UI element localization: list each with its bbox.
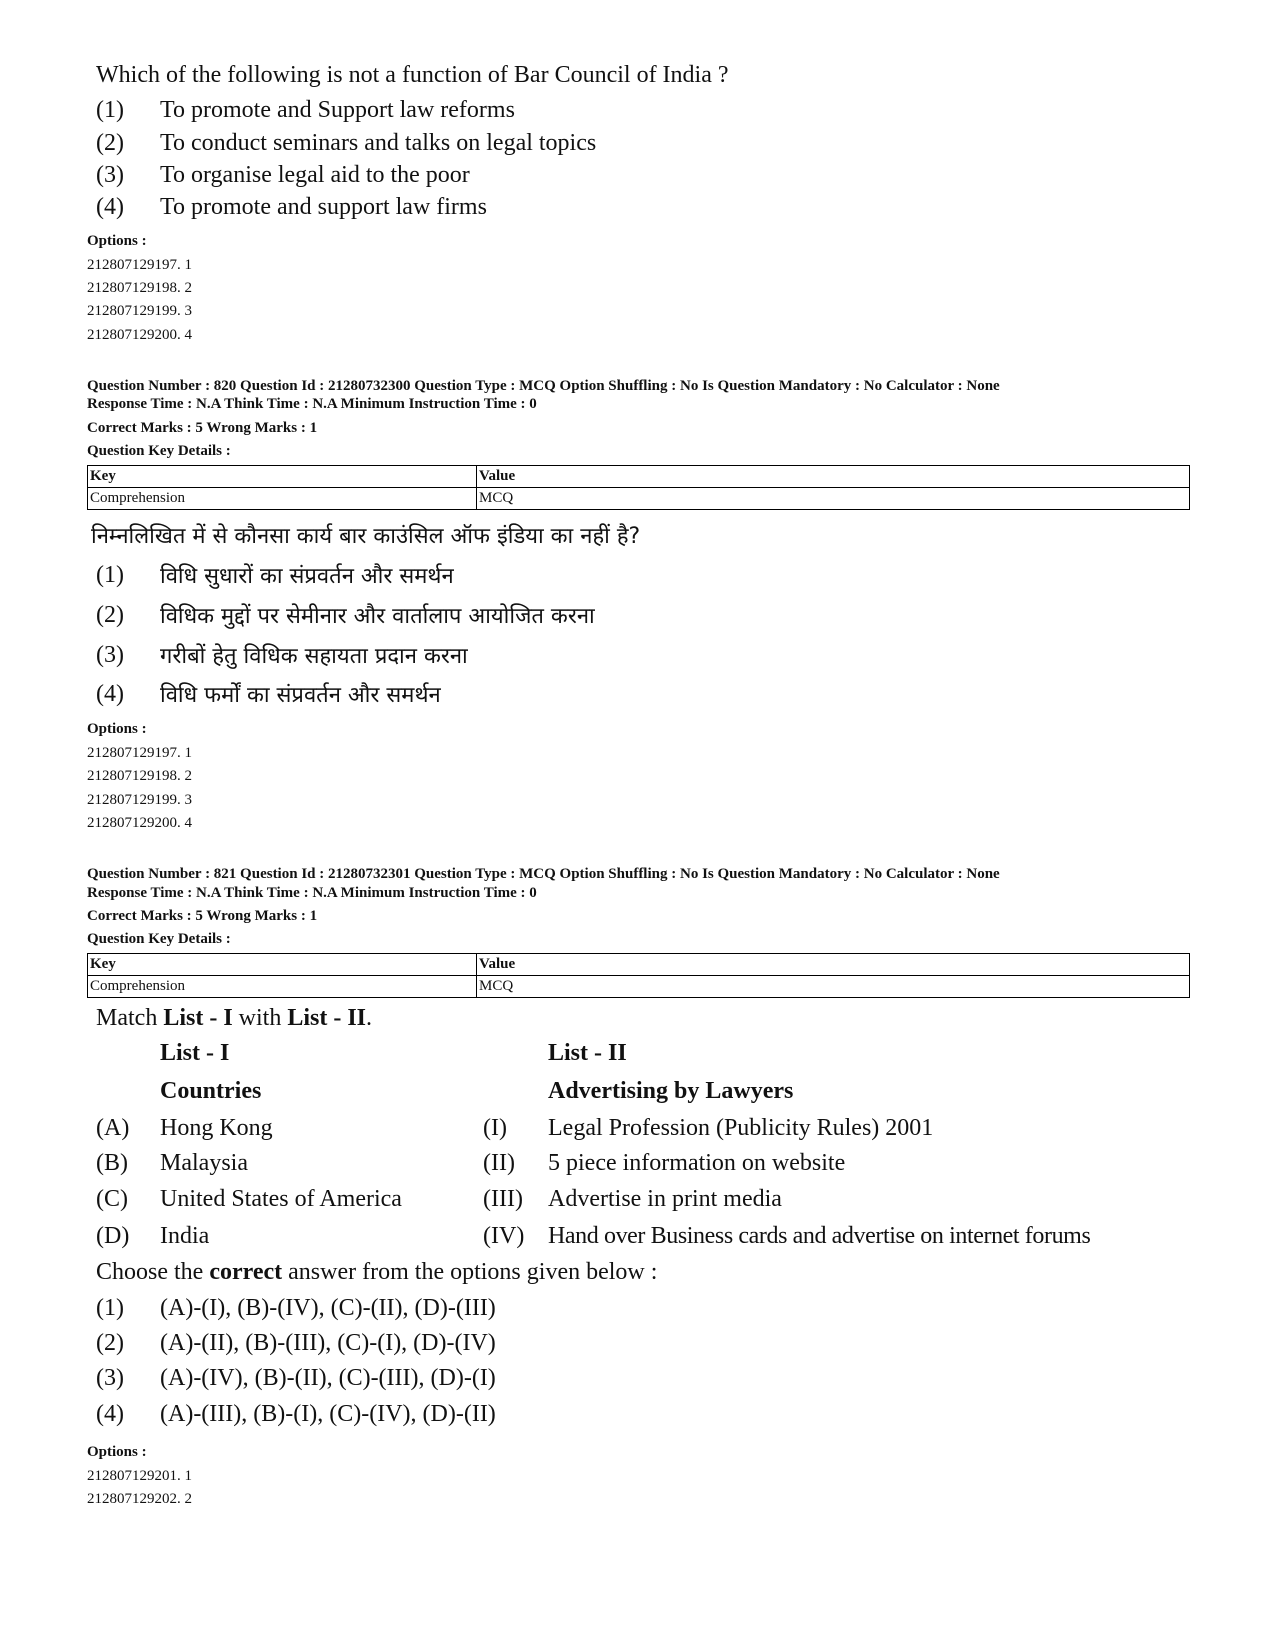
q820-meta-line1: Question Number : 820 Question Id : 21280732300 Question Type : MCQ Option Shuffling : No Is Question Mandatory : No Calculator : None	[87, 378, 1000, 394]
question-prefix: Match	[96, 1005, 164, 1031]
value-header: Value	[477, 954, 1190, 976]
q820-option-4	[0, 681, 900, 713]
q819-option-2	[0, 130, 800, 160]
q821-meta-line1: Question Number : 821 Question Id : 21280732301 Question Type : MCQ Option Shuffling : No Is Question Mandatory : No Calculator : None	[87, 866, 1000, 882]
row-advertising: Hand over Business cards and advertise on internet forums	[548, 1223, 1091, 1249]
option-number: (3)	[96, 162, 124, 188]
option-number: (1)	[96, 97, 124, 123]
option-number: (2)	[96, 602, 124, 628]
row-advertising: Advertise in print media	[548, 1186, 782, 1212]
q821-options-label: Options :	[87, 1444, 147, 1460]
q820-options-label: Options :	[87, 721, 147, 737]
q820-option-1	[0, 562, 900, 594]
option-number: (4)	[96, 681, 124, 707]
row-letter: (C)	[96, 1186, 128, 1212]
option-number: (4)	[96, 1401, 124, 1427]
q820-option-3	[0, 642, 900, 674]
q820-option-id-4: 212807129200. 4	[87, 815, 192, 831]
q820-option-2	[0, 602, 900, 634]
q821-option-4	[0, 1401, 800, 1433]
q821-key-table	[87, 953, 1190, 998]
value-cell: MCQ	[477, 488, 1190, 510]
q820-marks: Correct Marks : 5 Wrong Marks : 1	[87, 420, 318, 436]
q820-meta-line2: Response Time : N.A Think Time : N.A Minimum Instruction Time : 0	[87, 396, 537, 412]
q821-question-text	[96, 1005, 372, 1032]
value-header: Value	[477, 466, 1190, 488]
row-roman: (III)	[483, 1186, 523, 1212]
row-country: United States of America	[160, 1186, 402, 1212]
q819-question-text: Which of the following is not a function of Bar Council of India ?	[96, 62, 729, 88]
option-text: विधि फर्मों का संप्रवर्तन और समर्थन	[160, 683, 441, 708]
q821-option-id-1: 212807129201. 1	[87, 1468, 192, 1484]
option-text: गरीबों हेतु विधिक सहायता प्रदान करना	[160, 644, 468, 669]
option-text: To promote and Support law reforms	[160, 97, 515, 123]
q821-marks: Correct Marks : 5 Wrong Marks : 1	[87, 908, 318, 924]
option-text: (A)-(IV), (B)-(II), (C)-(III), (D)-(I)	[160, 1365, 496, 1391]
option-text: (A)-(I), (B)-(IV), (C)-(II), (D)-(III)	[160, 1295, 496, 1321]
q819-option-id-4: 212807129200. 4	[87, 327, 192, 343]
row-letter: (A)	[96, 1115, 130, 1141]
option-number: (3)	[96, 642, 124, 668]
match-row-c	[0, 1186, 1275, 1218]
list2-title: List - II	[548, 1040, 627, 1066]
row-roman: (I)	[483, 1115, 507, 1141]
q819-option-1	[0, 97, 800, 127]
value-cell: MCQ	[477, 976, 1190, 998]
q821-option-id-2: 212807129202. 2	[87, 1491, 192, 1507]
row-advertising: Legal Profession (Publicity Rules) 2001	[548, 1115, 934, 1141]
q820-option-id-1: 212807129197. 1	[87, 745, 192, 761]
q820-option-id-3: 212807129199. 3	[87, 792, 192, 808]
q819-options-label: Options :	[87, 233, 147, 249]
q820-option-id-2: 212807129198. 2	[87, 768, 192, 784]
q820-key-table	[87, 465, 1190, 510]
q821-key-details-label: Question Key Details :	[87, 931, 231, 947]
list1-subtitle: Countries	[160, 1078, 262, 1104]
q820-key-details-label: Question Key Details :	[87, 443, 231, 459]
option-text: To organise legal aid to the poor	[160, 162, 470, 188]
option-number: (2)	[96, 1330, 124, 1356]
row-letter: (B)	[96, 1150, 128, 1176]
q819-option-id-1: 212807129197. 1	[87, 257, 192, 273]
q821-option-3	[0, 1365, 800, 1397]
q821-option-2	[0, 1330, 800, 1362]
q821-meta-line2: Response Time : N.A Think Time : N.A Minimum Instruction Time : 0	[87, 885, 537, 901]
q819-option-id-2: 212807129198. 2	[87, 280, 192, 296]
q821-option-1	[0, 1295, 800, 1327]
question-list1: List - I	[163, 1005, 233, 1031]
option-number: (4)	[96, 194, 124, 220]
option-text: To conduct seminars and talks on legal topics	[160, 130, 597, 156]
match-row-d	[0, 1223, 1275, 1255]
key-header: Key	[88, 466, 477, 488]
key-cell: Comprehension	[88, 488, 477, 510]
option-text: To promote and support law firms	[160, 194, 487, 220]
match-row-b	[0, 1150, 1275, 1182]
option-number: (3)	[96, 1365, 124, 1391]
key-header: Key	[88, 954, 477, 976]
q819-option-4	[0, 194, 800, 224]
row-letter: (D)	[96, 1223, 130, 1249]
option-text: (A)-(III), (B)-(I), (C)-(IV), (D)-(II)	[160, 1401, 496, 1427]
q821-choose-instruction	[96, 1259, 657, 1286]
key-cell: Comprehension	[88, 976, 477, 998]
list1-title: List - I	[160, 1040, 230, 1066]
option-text: विधि सुधारों का संप्रवर्तन और समर्थन	[160, 564, 454, 589]
question-end: .	[366, 1005, 373, 1031]
option-number: (1)	[96, 1295, 124, 1321]
choose-prefix: Choose the	[96, 1259, 210, 1285]
option-number: (1)	[96, 562, 124, 588]
row-roman: (IV)	[483, 1223, 525, 1249]
question-list2: List - II	[287, 1005, 367, 1031]
row-country: Hong Kong	[160, 1115, 273, 1141]
option-text: (A)-(II), (B)-(III), (C)-(I), (D)-(IV)	[160, 1330, 496, 1356]
row-country: India	[160, 1223, 210, 1249]
list2-subtitle: Advertising by Lawyers	[548, 1078, 794, 1104]
q819-option-id-3: 212807129199. 3	[87, 303, 192, 319]
row-roman: (II)	[483, 1150, 515, 1176]
q820-question-text: निम्नलिखित में से कौनसा कार्य बार काउंसिल ऑफ इंडिया का नहीं है?	[91, 524, 641, 549]
choose-suffix: answer from the options given below :	[282, 1259, 658, 1285]
option-text: विधिक मुद्दों पर सेमीनार और वार्तालाप आयोजित करना	[160, 604, 595, 629]
choose-bold: correct	[209, 1259, 283, 1285]
row-country: Malaysia	[160, 1150, 248, 1176]
q819-option-3	[0, 162, 800, 192]
question-mid: with	[232, 1005, 288, 1031]
match-row-a	[0, 1115, 1275, 1147]
row-advertising: 5 piece information on website	[548, 1150, 846, 1176]
option-number: (2)	[96, 130, 124, 156]
